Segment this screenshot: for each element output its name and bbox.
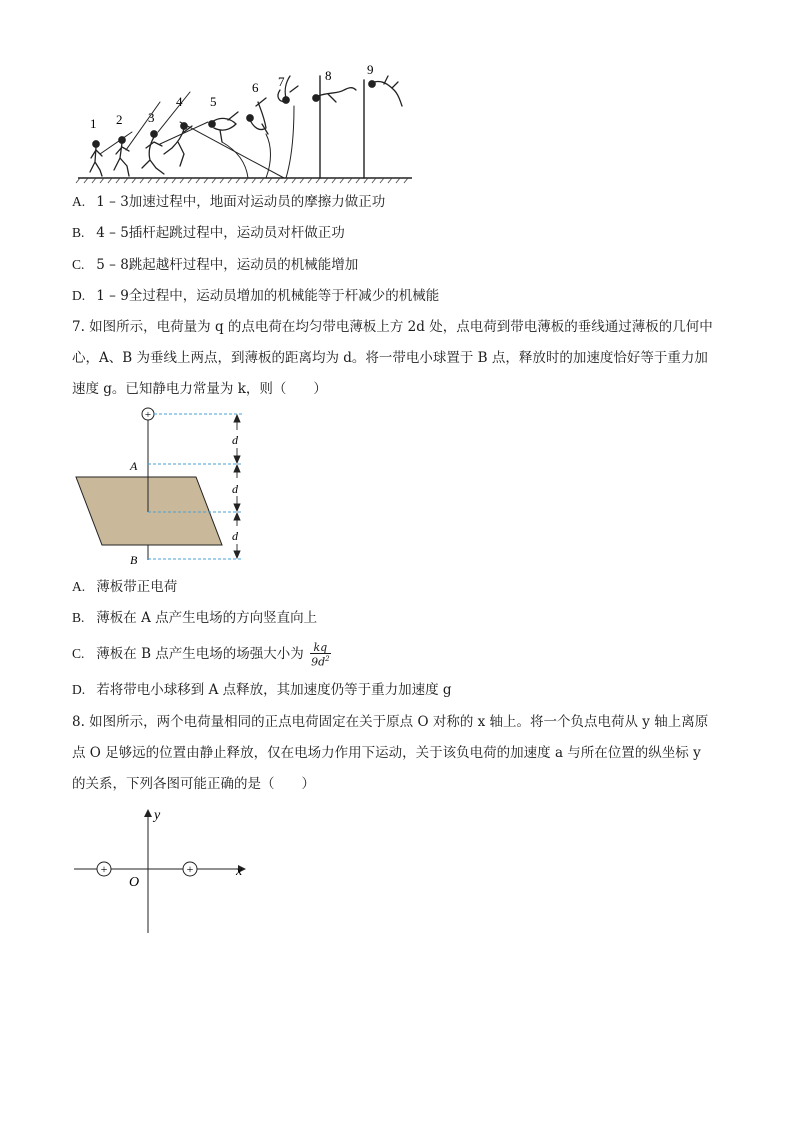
q7-option-b-text: 薄板在 A 点产生电场的方向竖直向上 <box>96 610 318 626</box>
q7-option-d-text: 若将带电小球移到 A 点释放，其加速度仍等于重力加速度 g <box>96 682 452 698</box>
q7-option-c-text: 薄板在 B 点产生电场的场强大小为 <box>96 646 304 662</box>
frame-number-8: 8 <box>325 68 332 83</box>
frame-number-2: 2 <box>116 112 123 127</box>
pv-option-a[interactable] <box>72 193 732 211</box>
frame-number-7: 7 <box>278 74 285 89</box>
pv-option-d-label: D. <box>72 288 86 303</box>
point-charge-plus <box>142 408 154 421</box>
q8-stem-line-1: 8. 如图所示，两个电荷量相同的正点电荷固定在关于原点 O 对称的 x 轴上。将一个负点电荷从 y 轴上离原 <box>72 714 709 730</box>
pv-option-c-label: C. <box>72 257 85 272</box>
pv-option-d-text: 1 – 9全过程中，运动员增加的机械能等于杆减少的机械能 <box>96 288 440 304</box>
frame-number-1: 1 <box>90 116 97 131</box>
y-axis-label: y <box>154 808 161 823</box>
frame-number-9: 9 <box>367 62 374 77</box>
pv-option-b-label: B. <box>72 225 85 240</box>
q7-option-a-text: 薄板带正电荷 <box>96 579 178 595</box>
point-b-label: B <box>130 553 138 567</box>
x-axis-label: x <box>236 864 243 879</box>
q7-option-b-label: B. <box>72 610 85 625</box>
charge-right-plus <box>183 862 197 876</box>
q7-figure <box>72 404 262 568</box>
svg-text:+: + <box>186 862 194 876</box>
frame-number-6: 6 <box>252 80 259 95</box>
q7-option-d[interactable] <box>72 681 732 699</box>
svg-text:+: + <box>100 862 108 876</box>
pv-option-c[interactable] <box>72 256 732 274</box>
ground <box>76 178 412 183</box>
frame-number-5: 5 <box>210 94 217 109</box>
q7-option-a[interactable] <box>72 578 732 596</box>
charged-plate <box>76 477 222 545</box>
pv-option-c-text: 5 – 8跳起越杆过程中，运动员的机械能增加 <box>96 257 359 273</box>
frame-number-4: 4 <box>176 94 183 109</box>
fraction-numerator: kq <box>310 642 331 654</box>
q8-figure <box>70 805 260 937</box>
q7-option-d-label: D. <box>72 682 86 697</box>
q7-stem-line-3: 速度 g。已知静电力常量为 k，则（ ） <box>72 381 327 397</box>
q7-option-b[interactable] <box>72 609 732 627</box>
pv-option-b-text: 4 – 5插杆起跳过程中，运动员对杆做正功 <box>96 225 345 241</box>
q8-stem-line-2: 点 O 足够远的位置由静止释放，仅在电场力作用下运动，关于该负电荷的加速度 a 与所在位置的纵坐标 y <box>72 745 701 761</box>
q8-stem-line-3: 的关系，下列各图可能正确的是（ ） <box>72 776 315 792</box>
pv-option-d[interactable] <box>72 287 732 305</box>
q7-stem-line-2: 心，A、B 为垂线上两点，到薄板的距离均为 d。将一带电小球置于 B 点，释放时的加速度恰好等于重力加 <box>72 350 708 366</box>
dim-label-bottom: d <box>232 529 238 543</box>
q7-option-c-label: C. <box>72 646 85 661</box>
origin-label: O <box>129 875 140 890</box>
dim-label-top: d <box>232 433 238 447</box>
pole-vault-figure <box>72 62 417 184</box>
fraction-denominator: $9d^2$ <box>311 654 330 669</box>
q7-option-c-fraction <box>310 642 331 668</box>
svg-text:+: + <box>144 409 152 421</box>
frame-number-3: 3 <box>148 110 155 125</box>
dim-label-mid: d <box>232 482 238 496</box>
pv-option-a-text: 1 – 3加速过程中，地面对运动员的摩擦力做正功 <box>96 194 386 210</box>
vaulter-sequence <box>90 76 402 178</box>
q7-option-c[interactable] <box>72 638 732 670</box>
q7-option-a-label: A. <box>72 579 86 594</box>
charge-left-plus <box>97 862 111 876</box>
pv-option-b[interactable] <box>72 224 732 242</box>
y-axis-arrow <box>144 809 152 817</box>
q7-stem-line-1: 7. 如图所示，电荷量为 q 的点电荷在均匀带电薄板上方 2d 处，点电荷到带电薄板的垂线通过薄板的几何中 <box>72 319 713 335</box>
pv-option-a-label: A. <box>72 194 86 209</box>
point-a-label: A <box>130 459 138 473</box>
